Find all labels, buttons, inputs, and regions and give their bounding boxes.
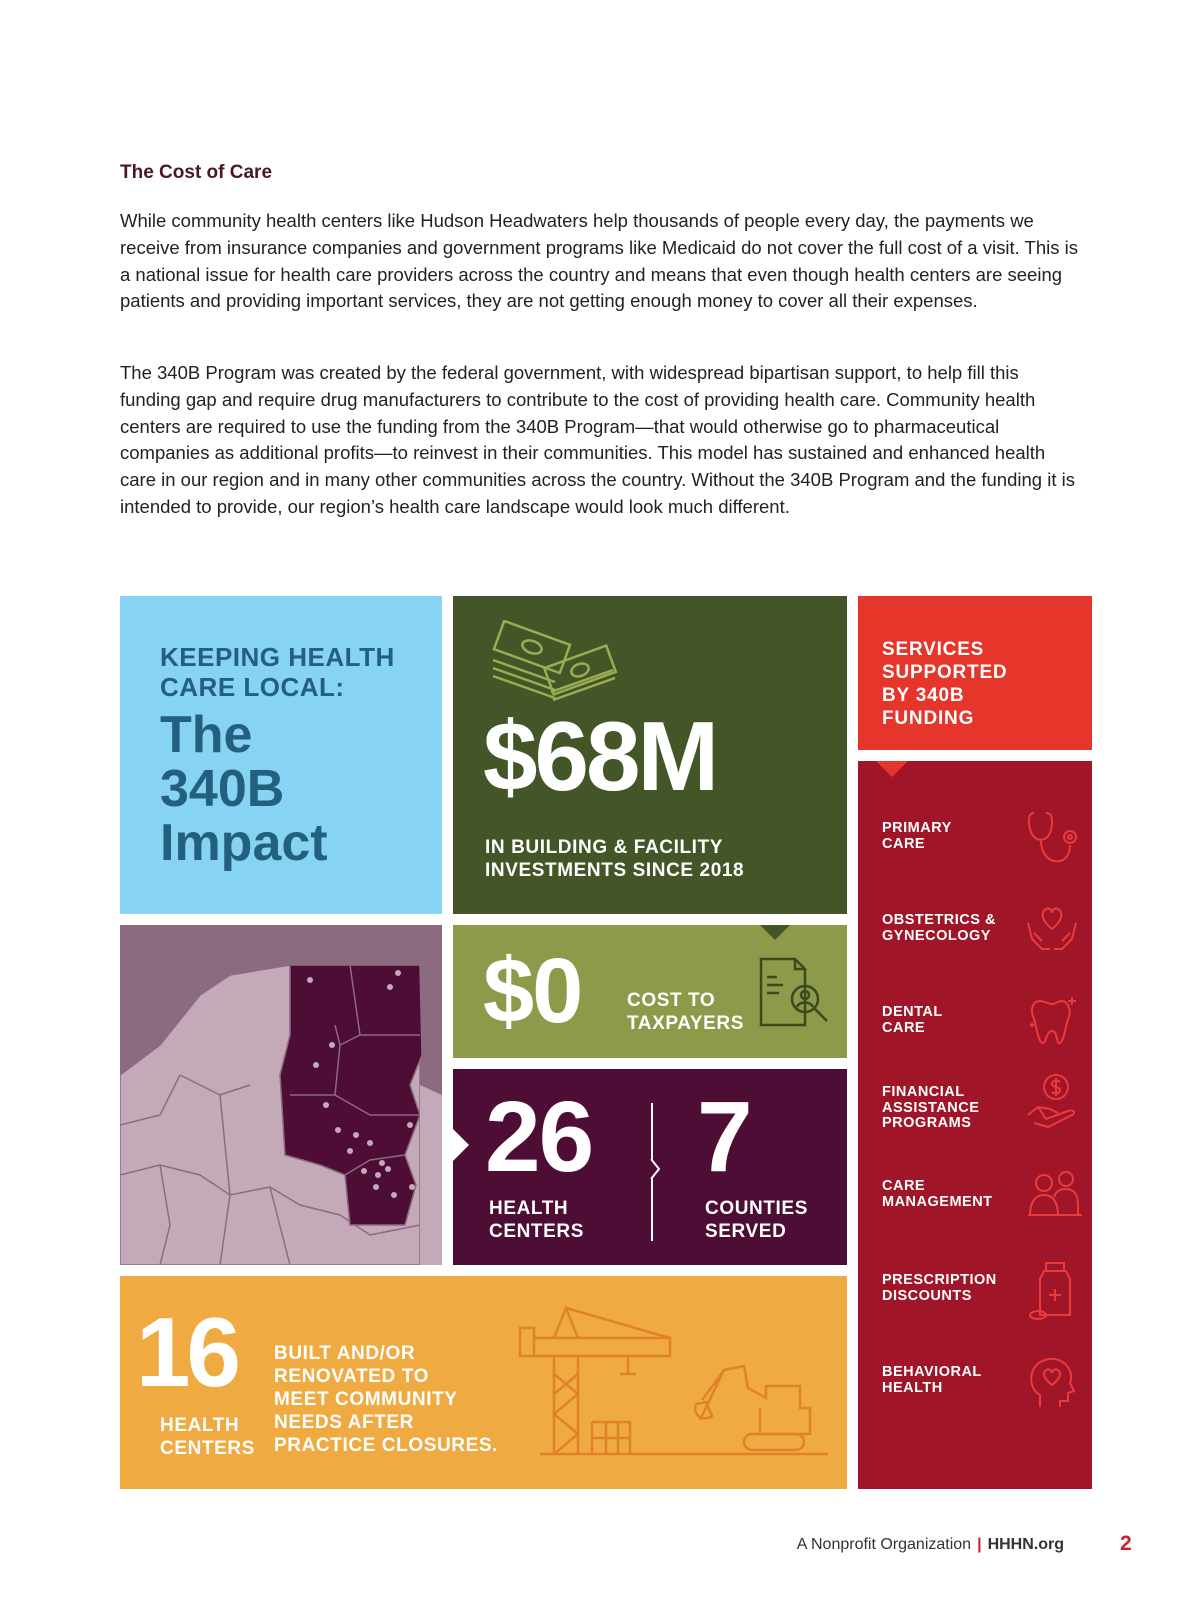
dollar-hand-icon [1024,1071,1080,1131]
investment-caption: IN BUILDING & FACILITY INVESTMENTS SINCE 2018 [485,837,745,881]
notch [759,925,791,940]
footer-site-link[interactable]: HHHN.org [987,1536,1064,1553]
page-number: 2 [1120,1532,1132,1555]
cash-stack-icon [489,620,619,710]
service-item: CARE MANAGEMENT [882,1179,1082,1239]
title-line: The [160,706,253,764]
services-header-tile [858,596,1092,750]
service-item: BEHAVIORAL HEALTH [882,1365,1082,1425]
centers-counties-tile [453,1069,847,1265]
taxpayer-cost-tile [453,925,847,1058]
stethoscope-icon [1024,807,1080,867]
health-centers-count: 26 [485,1081,593,1193]
document-search-icon [755,955,831,1031]
title-line: 340B [160,760,285,818]
footer-separator: | [977,1536,982,1553]
tooth-icon [1024,991,1080,1051]
built-centers-tile [120,1276,847,1489]
investment-amount: $68M [483,701,717,811]
arrow-pointer [451,1127,469,1163]
service-item: FINANCIAL ASSISTANCE PROGRAMS [882,1085,1082,1145]
service-item: PRESCRIPTION DISCOUNTS [882,1273,1082,1333]
heart-hands-icon [1024,899,1080,959]
service-item: DENTAL CARE [882,1005,1082,1065]
pill-bottle-icon [1024,1259,1080,1323]
body-paragraph-2: The 340B Program was created by the federal government, with widespread bipartisan support, to help fill this funding gap and require drug manufacturers to contribute to the cost of providing health care. Community health centers are required to use the funding from the 340B Program—that would otherwise go to pharmaceutical companies as additional profits—to reinvest in their communities. This model has sustained and enhanced health care in our region and in many other communities across the country. Without the 340B Program and the funding it is intended to provide, our region’s health care landscape would look much different. [120,362,1075,517]
counties-count: 7 [697,1081,750,1193]
built-centers-label: HEALTH CENTERS [160,1415,255,1459]
title-tile [120,596,442,914]
services-title: SERVICES SUPPORTED BY 340B FUNDING [882,639,1008,729]
title-line: Impact [160,814,328,872]
construction-crane-icon [510,1304,830,1464]
built-centers-caption: BUILT AND/OR RENOVATED TO MEET COMMUNITY NEEDS AFTER PRACTICE CLOSURES. [274,1343,499,1456]
body-paragraph-1: While community health centers like Hudson Headwaters help thousands of people every day, the payments we receive from insurance companies and government programs like Medicaid do not cover the full cost of a visit. This is a national issue for health care providers across the country and means that even though health centers are seeing patients and providing important services, they are not getting enough money to cover all their expenses. [120,210,1078,312]
services-list-tile [858,761,1092,1489]
service-area-map [120,925,442,1265]
chevron-right-icon [649,1159,661,1179]
health-centers-caption: HEALTH CENTERS [489,1198,584,1242]
counties-caption: COUNTIES SERVED [705,1198,808,1242]
built-centers-count: 16 [136,1297,238,1407]
service-item: PRIMARY CARE [882,821,1082,881]
infographic-kicker: KEEPING HEALTH CARE LOCAL: [160,642,395,702]
people-icon [1024,1165,1084,1225]
section-heading: The Cost of Care [120,162,273,183]
infographic-title [160,708,328,870]
head-heart-icon [1024,1351,1080,1411]
taxpayer-cost-caption: COST TO TAXPAYERS [627,990,744,1034]
footer [797,1536,1064,1554]
investment-tile [453,596,847,914]
footer-org: A Nonprofit Organization [796,1536,972,1553]
services-notch [876,761,908,777]
taxpayer-cost-amount: $0 [483,940,582,1042]
service-item: OBSTETRICS & GYNECOLOGY [882,913,1082,973]
county-map-graphic [120,925,442,1265]
